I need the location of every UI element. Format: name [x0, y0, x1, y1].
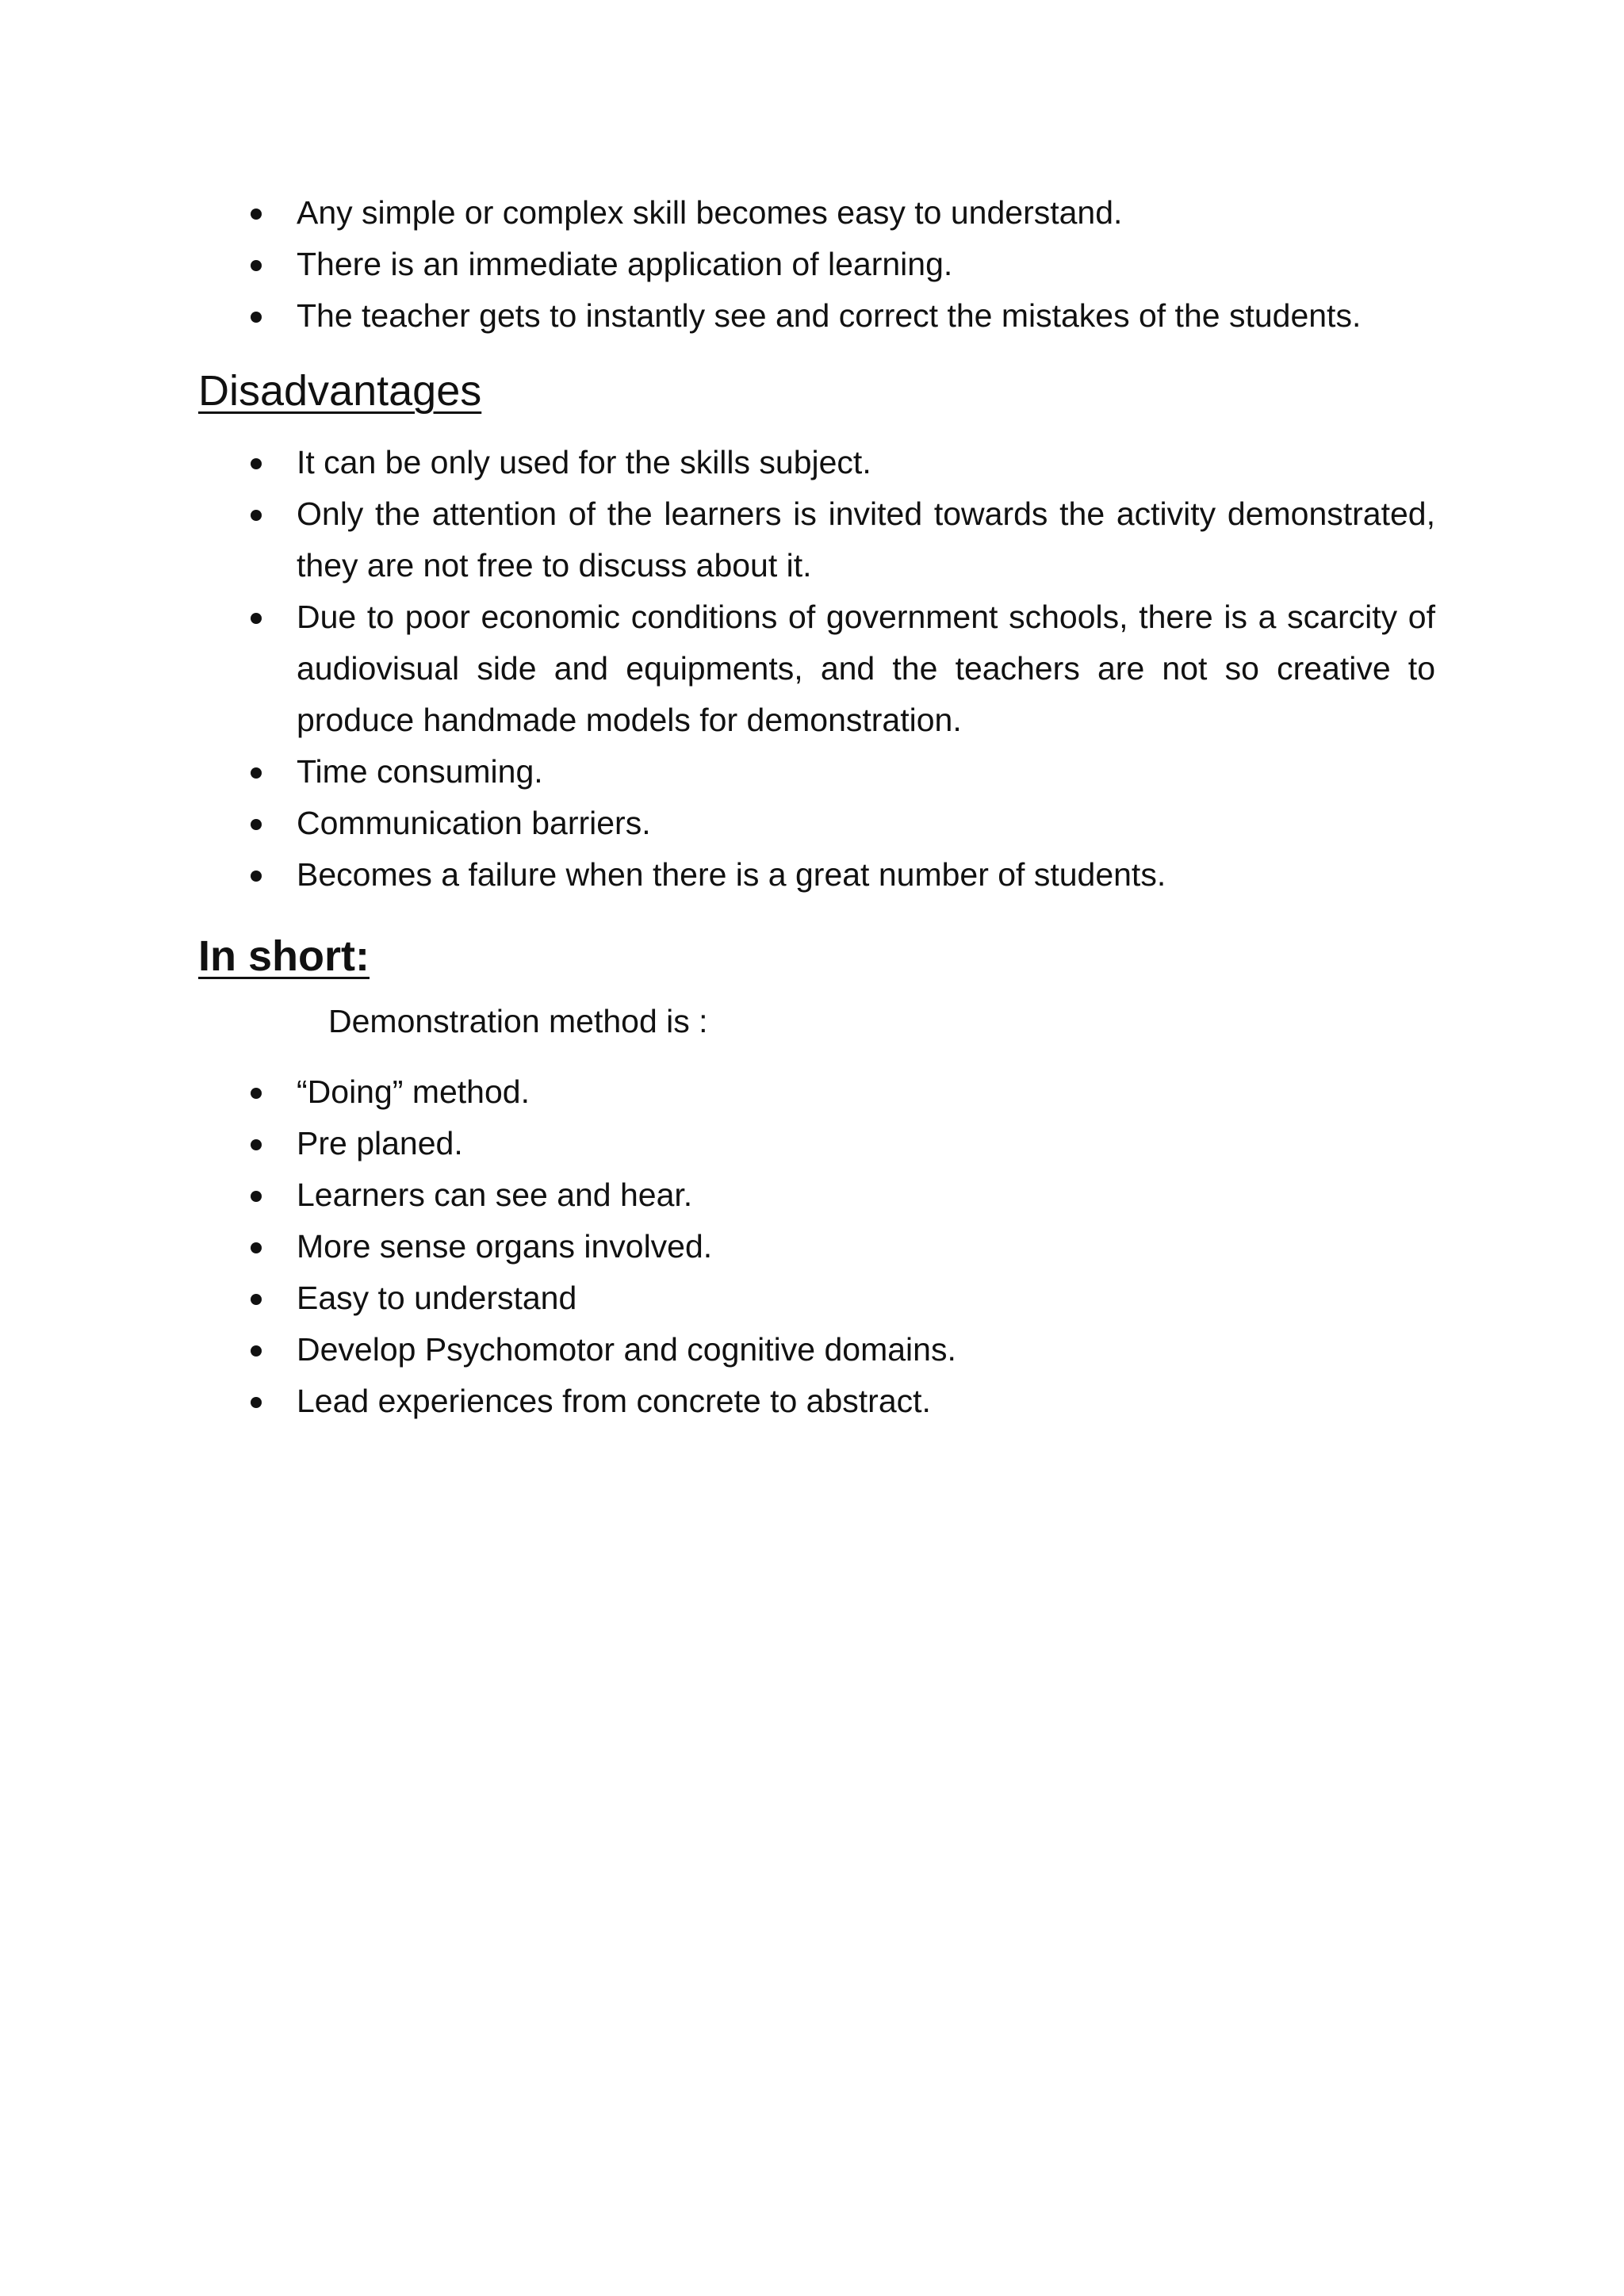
list-item-text: Becomes a failure when there is a great number of students. [297, 856, 1166, 893]
bullet-icon [251, 613, 262, 624]
list-item [198, 437, 1435, 488]
list-item [198, 1376, 1435, 1427]
in-short-list [198, 1066, 1435, 1427]
list-item-text: Pre planed. [297, 1125, 463, 1161]
disadvantages-list [198, 437, 1435, 901]
list-item-text: The teacher gets to instantly see and correct the mistakes of the students. [297, 297, 1362, 334]
list-item-text: “Doing” method. [297, 1073, 530, 1110]
bullet-icon [251, 1242, 262, 1253]
bullet-icon [251, 1088, 262, 1099]
list-item-text: Only the attention of the learners is invited towards the activity demonstrated, they are not free to discuss about it. [297, 496, 1435, 584]
bullet-icon [251, 260, 262, 271]
list-item-text: Due to poor economic conditions of government schools, there is a scarcity of audiovisual side and equipments, and the teachers are not so creative to produce handmade models for demonstration. [297, 599, 1435, 738]
list-item-text: Lead experiences from concrete to abstract. [297, 1383, 931, 1419]
list-item [198, 239, 1435, 290]
list-item-text: Communication barriers. [297, 805, 651, 841]
bullet-icon [251, 1397, 262, 1408]
list-item-text: Easy to understand [297, 1280, 577, 1316]
list-item-text: More sense organs involved. [297, 1228, 713, 1265]
list-item-text: Develop Psychomotor and cognitive domains. [297, 1331, 956, 1368]
list-item [198, 746, 1435, 798]
list-item [198, 1272, 1435, 1324]
list-item [198, 1221, 1435, 1272]
list-item [198, 1118, 1435, 1169]
bullet-icon [251, 209, 262, 220]
list-item-text: Time consuming. [297, 753, 543, 790]
disadvantages-heading: Disadvantages [198, 367, 482, 415]
bullet-icon [251, 1294, 262, 1305]
bullet-icon [251, 312, 262, 323]
list-item [198, 1169, 1435, 1221]
bullet-icon [251, 458, 262, 469]
list-item [198, 849, 1435, 901]
bullet-icon [251, 1345, 262, 1357]
list-item [198, 591, 1435, 746]
bullet-icon [251, 1191, 262, 1202]
list-item-text: There is an immediate application of learning. [297, 246, 953, 282]
list-item [198, 1066, 1435, 1118]
list-item [198, 290, 1435, 342]
bullet-icon [251, 510, 262, 521]
advantages-continued-list [198, 187, 1435, 342]
bullet-icon [251, 1139, 262, 1150]
list-item-text: Learners can see and hear. [297, 1177, 693, 1213]
list-item [198, 798, 1435, 849]
list-item [198, 1324, 1435, 1376]
list-item-text: Any simple or complex skill becomes easy to understand. [297, 194, 1123, 231]
page-content [198, 187, 1435, 1427]
list-item-text: It can be only used for the skills subject. [297, 444, 871, 480]
bullet-icon [251, 767, 262, 779]
in-short-intro: Demonstration method is : [328, 1003, 708, 1039]
bullet-icon [251, 871, 262, 882]
list-item [198, 488, 1435, 591]
bullet-icon [251, 819, 262, 830]
in-short-heading: In short: [198, 932, 370, 980]
list-item [198, 187, 1435, 239]
